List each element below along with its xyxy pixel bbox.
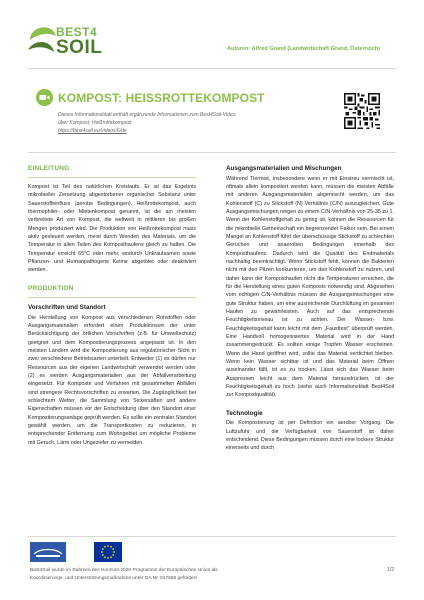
intro-text — [58, 111, 288, 135]
intro-line-2: über Kompost: Heißrottekompost — [58, 120, 132, 127]
funding-note-line-2: Koordinierungs- und Unterstützungsmaßnahme unter GA Nr. 817696 gefördert. — [30, 575, 198, 581]
ausgangsmaterialien-text: Während Tiermist, insbesondere wenn er mit Einstreu vermischt ist, oftmals allein kompostiert werden kann, müssen die meisten Abfälle mit anderen Ausgangsmaterialien abgemischt werden, um das Kohlenstoff (C) zu Stickstoff (N) Verhältnis (C/N) auszugleichen. Gute Ausgangsmischungen neigen zu einem C/N-Verhältnis von 25-35 zu 1. Wenn der Kohlenstoffgehalt zu gering ist, können die Ressourcen für die mikrobielle Gemeinschaft ein begrenzender Faktor sein. Bei einem Mangel an Kohlenstoff führt der überschüssige Stickstoff zu schlechten Gerüchen und anaeroben Bedingungen innerhalb des Komposthaufens. Dadurch wird die Qualität des Endmaterials nachhaltig beeinträchtigt. Wenn Stickstoff fehlt, können die Bakterien nicht mit den Pilzen konkurrieren, um den Kohlenstoff zu nutzen, und daher kann der Komposthaufen nicht die Temperaturen erreichen, die für die Herstellung eines guten Komposts notwendig sind. Abgesehen vom richtigen C/N-Verhältnis müssen die Ausgangsmischungen eine gute Struktur haben, um eine ausreichende Durchlüftung im gesamten Haufen zu gewährleisten. Auch auf das entsprechende Feuchtigkeitsniveau ist zu achten. Der Wasser- bzw. Feuchtigkeitsgehalt kann leicht mit dem „Fausttest“ überprüft werden. Eine Handvoll homogenisiertes Material wird in der Hand zusammengedrückt. Es sollten einige Tropfen Wasser erscheinen. Wenn die Hand geöffnet wird, sollte das Material verdichtet bleiben. Wenn kein Wasser sichtbar ist und das Material beim Öffnen auseinander fällt, ist es zu trocken. Lässt sich das Wasser beim Auspressen leicht aus dem Material herausdrücken, ist der Feuchtigkeitsgehalt zu hoch (siehe auch Informationsblatt Best4Soil zur Kompostqualität). — [226, 175, 394, 399]
left-column — [28, 164, 196, 447]
video-camera-icon — [36, 89, 53, 106]
page-title: KOMPOST: HEISSROTTEKOMPOST — [58, 91, 265, 105]
right-column — [226, 164, 394, 453]
qr-code-icon[interactable] — [344, 93, 380, 129]
logo-best4: BEST4 — [56, 25, 98, 39]
funding-note-line-1: Best4Soil wurde im Rahmen des Horizont-2020-Programms der Europäischen Union als — [30, 568, 218, 573]
vorschriften-text: Die Herstellung von Kompost aus verschiedenen Rohstoffen oder Ausgangsmaterialien erfordert einen Produktionsort der unter Berücksichtigung der örtlichen Vorschriften (z.B. für Umweltschutz) geeignet und dem Kompostierungsprozess angepasst ist. In den meisten Ländern wird die Kompostierung aus regulatorischer Sicht in zwei verschiedene Betriebsarten unterteilt. Entweder (1) es dürfen nur Ressourcen aus der eigenen Landwirtschaft verwendet werden oder (2) es werden Ausgangsmaterialien aus der Abfallverarbeitung eingesetzt. Für Komposte und Verfahren mit gesammelten Abfällen sind strengere Rechtsvorschriften zu erwarten. Die Zugänglichkeit bei schlechtem Wetter, die Sammlung von Sickersäften und andere Eigenschaften müssen vor der Entscheidung über den Standort einer Kompostierungsanlage geprüft werden. Es sollte ein zentraler Standort gewählt werden, um die Transportkosten zu reduzieren, in entsprechender Entfernung zum Wohngebiet um mögliche Probleme mit Geruch, Lärm oder Ungeziefer zu vermeiden. — [28, 314, 196, 446]
header-divider — [28, 68, 396, 69]
section-heading-produktion: PRODUKTION — [28, 284, 196, 298]
funding-note — [30, 567, 310, 582]
section-heading-einleitung: EINLEITUNG — [28, 164, 196, 178]
technologie-text: Die Kompostierung ist per Definition ein aerober Vorgang. Die Luftzufuhr und die Verfügbarkeit von Sauerstoff ist daher entscheidend. Diese Bedingungen müssen durch eine lockere Struktur einerseits und durch — [226, 420, 394, 452]
authors-line: Autoren: Alfred Grand (Landwirtschaft Grand, Österreich) — [227, 46, 381, 52]
page-number: 1/2 — [387, 567, 394, 573]
footer-divider — [28, 536, 396, 537]
subheading-ausgangsmaterialien: Ausgangsmaterialien und Mischungen — [226, 165, 342, 172]
partner-logo-icon — [30, 542, 66, 562]
eu-flag-icon — [94, 542, 122, 562]
logo-soil: SOIL — [56, 37, 103, 58]
subheading-vorschriften: Vorschriften und Standort — [28, 303, 106, 311]
video-link[interactable]: https://best4soil.eu/videos/6/de — [58, 128, 127, 135]
intro-line-1: Dieses Informationsblatt enthält ergänzende Informationen zum Best4Soil-Video — [58, 112, 236, 118]
subheading-technologie: Technologie — [226, 409, 263, 417]
title-divider — [28, 152, 396, 153]
einleitung-text: Kompost ist Teil des natürlichen Kreislaufs. Er ist das Ergebnis mikrobieller Zersetzung abgestorbener organischer Substanz unter Sauerstoffeinfluss (aerobe Bedingungen). Heißrottekompost, auch thermophiler- oder Mietenkompost genannt, ist die am meisten verbreitete Art von Kompost, die weltweit in mittleren bis großen Mengen produziert wird. Die Produktion von Heißrottekompost muss aktiv gesteuert werden, meist durch Wenden des Materials, um die Temperatur in allen Teilen des Komposthaufens gleich zu halten. Die Temperatur erreicht 65°C oder mehr, wodurch Unkrautsamen sowie Pflanzen- und Humanpathogene Keime abgetötet oder deaktiviert werden. — [28, 184, 196, 274]
brand-logo-text — [56, 26, 102, 57]
